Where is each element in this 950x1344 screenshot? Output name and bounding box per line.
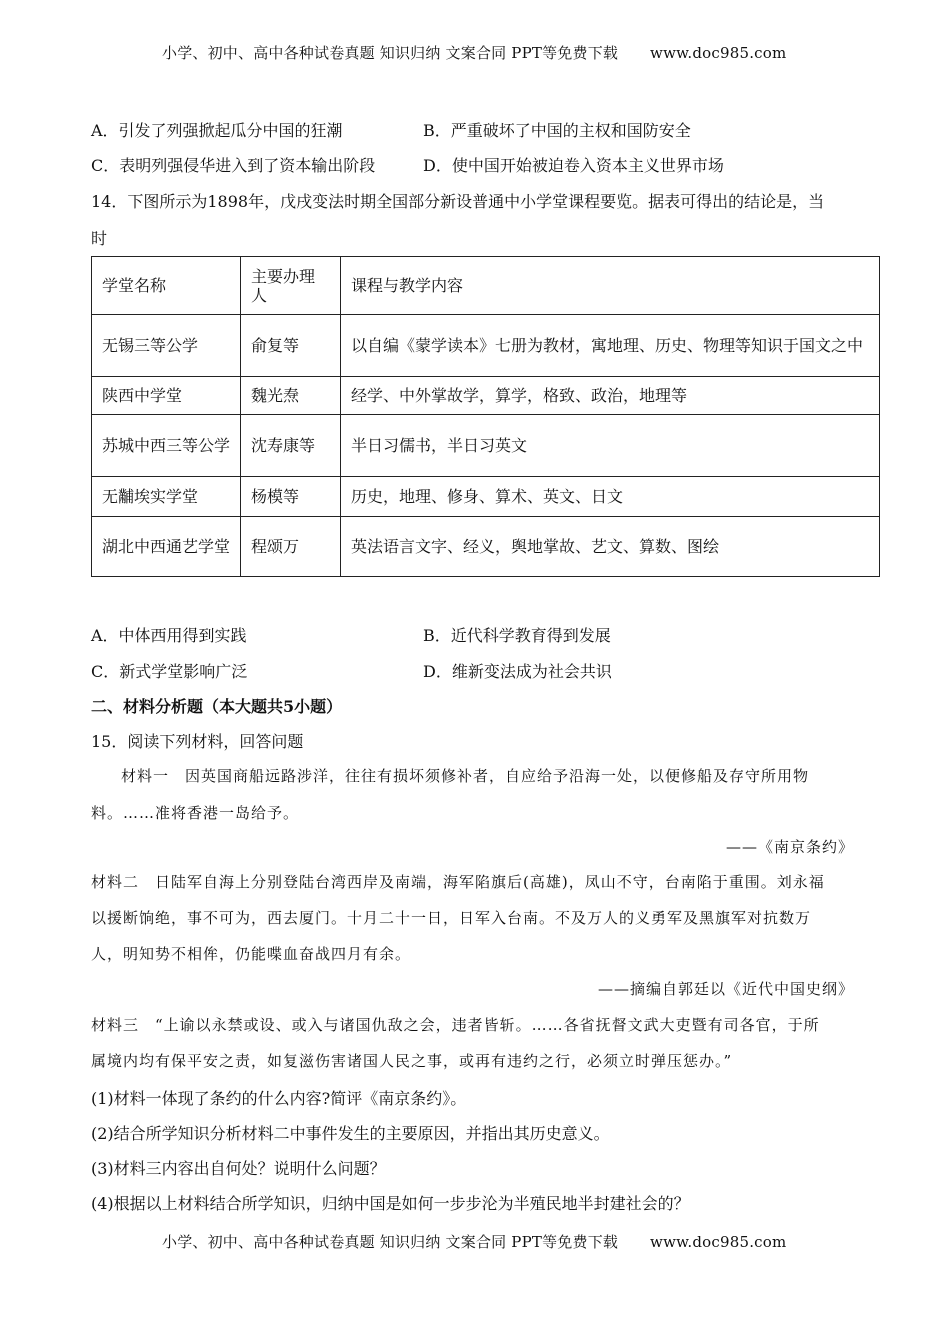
table-row [92,517,880,577]
table-cell: 经学、中外掌故学，算学，格致、政治，地理等 [341,377,880,415]
sub-question-3: (3)材料三内容出自何处？说明什么问题？ [91,1159,386,1178]
table-row [92,377,880,415]
q15-stem: 15．阅读下列材料，回答问题 [91,732,304,751]
material-2-line1: 材料二 日陆军自海上分别登陆台湾西岸及南端，海军陷旗后(高雄)，凤山不守，台南陷于重围。刘永福 [91,873,825,891]
sub-question-2: (2)结合所学知识分析材料二中事件发生的主要原因，并指出其历史意义。 [91,1124,610,1143]
header-cell: 学堂名称 [92,257,241,315]
header-cell: 主要办理人 [241,257,341,315]
page-header [162,42,786,63]
table-cell: 陕西中学堂 [92,377,241,415]
q14-option-d: D．维新变法成为社会共识 [423,662,612,681]
table-row [92,477,880,517]
q14-option-a: A．中体西用得到实践 [91,626,247,645]
table-cell: 湖北中西通艺学堂 [92,517,241,577]
table-cell: 无锡三等公学 [92,315,241,377]
table-row [92,315,880,377]
table-cell: 无黼埃实学堂 [92,477,241,517]
table-cell: 俞复等 [241,315,341,377]
table-cell: 英法语言文字、经义，舆地掌故、艺文、算数、图绘 [341,517,880,577]
header-cell: 课程与教学内容 [341,257,880,315]
table-header-row [92,257,880,315]
sub-question-4: (4)根据以上材料结合所学知识，归纳中国是如何一步步沦为半殖民地半封建社会的？ [91,1194,690,1213]
school-curriculum-table [91,256,880,577]
q14-stem-line2: 时 [91,229,108,248]
page-footer [162,1231,786,1252]
table-cell: 历史，地理、修身、算术、英文、日文 [341,477,880,517]
material-1-source: ——《南京条约》 [725,838,854,856]
table-cell: 半日习儒书，半日习英文 [341,415,880,477]
table-cell: 以自编《蒙学读本》七册为教材，寓地理、历史、物理等知识于国文之中 [341,315,880,377]
header-site: www.doc985.com [650,44,787,62]
sub-question-1: (1)材料一体现了条约的什么内容?简评《南京条约》。 [91,1089,467,1108]
material-2-line2: 以援断饷绝，事不可为，西去厦门。十月二十一日，日军入台南。不及万人的义勇军及黑旗军对抗数万 [91,909,812,927]
table-cell: 苏城中西三等公学 [92,415,241,477]
q13-option-d: D．使中国开始被迫卷入资本主义世界市场 [423,156,724,175]
material-3-line1: 材料三 “上谕以永禁或设、或入与诸国仇敌之会，违者皆斩。……各省抚督文武大吏暨有司各官，于所 [91,1016,820,1034]
header-text: 小学、初中、高中各种试卷真题 知识归纳 文案合同 PPT等免费下载 [162,44,619,62]
q14-stem-line1: 14．下图所示为1898年，戊戌变法时期全国部分新设普通中小学堂课程要览。据表可得出的结论是，当 [91,192,825,211]
q13-option-b: B．严重破坏了中国的主权和国防安全 [423,121,691,140]
q14-option-b: B．近代科学教育得到发展 [423,626,611,645]
table-cell: 沈寿康等 [241,415,341,477]
q13-option-c: C．表明列强侵华进入到了资本输出阶段 [91,156,376,175]
q13-option-a: A．引发了列强掀起瓜分中国的狂潮 [91,121,343,140]
q14-option-c: C．新式学堂影响广泛 [91,662,248,681]
table-cell: 魏光焘 [241,377,341,415]
table-cell: 杨模等 [241,477,341,517]
material-2-line3: 人，明知势不相侔，仍能喋血奋战四月有余。 [91,945,412,963]
table-row [92,415,880,477]
footer-text: 小学、初中、高中各种试卷真题 知识归纳 文案合同 PPT等免费下载 [162,1233,619,1251]
footer-site: www.doc985.com [650,1233,787,1251]
material-1-line1: 材料一 因英国商船远路涉洋，往往有损坏须修补者，自应给予沿海一处，以便修船及存守所用物 [121,767,810,785]
table-cell: 程颂万 [241,517,341,577]
material-2-source: ——摘编自郭廷以《近代中国史纲》 [597,980,854,998]
section-title: 二、材料分析题（本大题共5小题） [91,697,343,716]
material-1-line2: 料。……准将香港一岛给予。 [91,804,300,822]
material-3-line2: 属境内均有保平安之责，如复滋伤害诸国人民之事，或再有违约之行，必须立时弹压惩办。” [91,1052,733,1070]
